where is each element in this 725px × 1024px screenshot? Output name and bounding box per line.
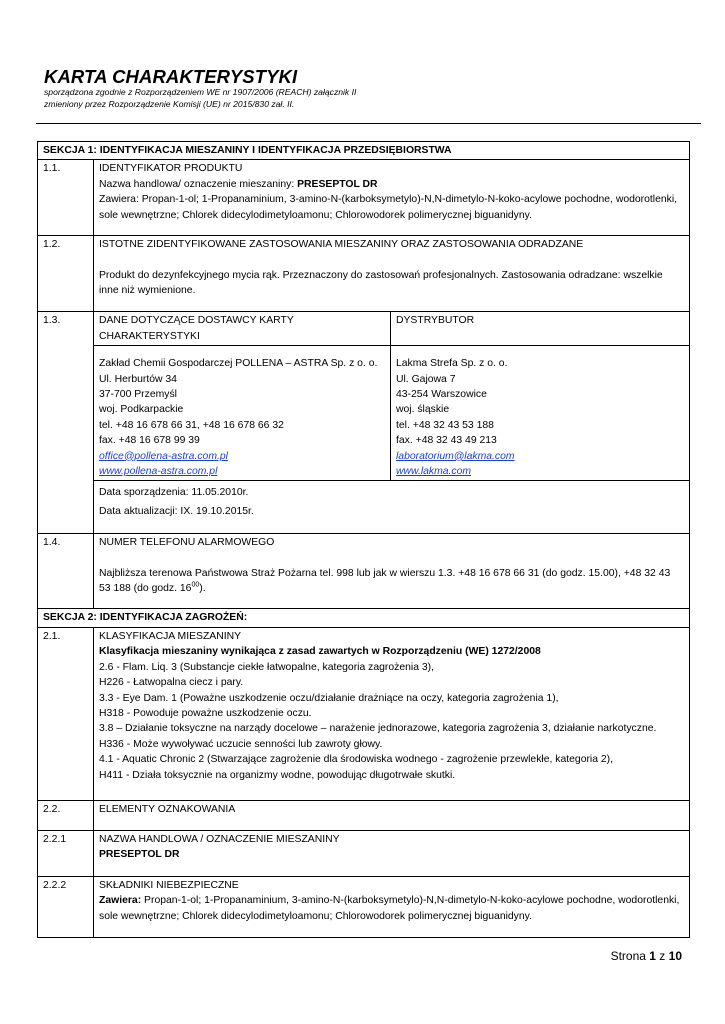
row-1-4	[38, 534, 690, 609]
row-number: 2.1.	[38, 627, 94, 800]
row-2-2-2	[38, 876, 690, 937]
row-1-3-contacts	[38, 346, 690, 481]
supplier-contact-cell	[94, 346, 391, 481]
distributor-website-link[interactable]: www.lakma.com	[396, 466, 472, 478]
product-identifier-cell	[94, 160, 690, 236]
row-2-1	[38, 627, 690, 800]
safety-data-table	[37, 141, 690, 938]
label-trade-name: PRESEPTOL DR	[99, 849, 180, 861]
supplier-title: DANE DOTYCZĄCE DOSTAWCY KARTY CHARAKTERYSTYKI	[94, 312, 391, 346]
row-number: 2.2.	[38, 800, 94, 830]
classification-line: H336 - Może wywoływać uczucie senności lub zawroty głowy.	[99, 738, 383, 750]
document-title: KARTA CHARAKTERYSTYKI	[44, 66, 298, 87]
row-1-1	[38, 160, 690, 236]
row-number: 1.1.	[38, 160, 94, 236]
hazardous-components-text: Zawiera: Propan-1-ol; 1-Propanaminium, 3-amino-N-(karboksymetylo)-N,N-dimetylo-N-koko-acylowe pochodne, wodorotlenki, sole wewnętrzne; Chlorek didecylodimetyloamonu; Chlorowodorek polimerycznej biguanidyny.	[99, 895, 680, 922]
header-divider	[36, 123, 701, 124]
row-2-2	[38, 800, 690, 830]
row-title: NUMER TELEFONU ALARMOWEGO	[99, 537, 275, 549]
supplier-city: 37-700 Przemyśl	[99, 389, 177, 401]
document-subtitle-amendment: zmieniony przez Rozporządzenie Komisji (UE) nr 2015/830 zał. II.	[44, 99, 295, 109]
row-title: ELEMENTY OZNAKOWANIA	[94, 800, 690, 830]
row-title: IDENTYFIKATOR PRODUKTU	[99, 163, 243, 175]
row-2-2-1	[38, 830, 690, 876]
classification-line: 3.3 - Eye Dam. 1 (Poważne uszkodzenie oczu/działanie drażniące na oczy, kategoria zagrożenia 1),	[99, 692, 559, 704]
supplier-website-link[interactable]: www.pollena-astra.com.pl	[99, 466, 218, 478]
distributor-tel: tel. +48 32 43 53 188	[396, 419, 494, 431]
supplier-street: Ul. Herburtów 34	[99, 373, 177, 385]
supplier-region: woj. Podkarpackie	[99, 404, 184, 416]
row-1-3-header	[38, 312, 690, 346]
emergency-phone-text: Najbliższa terenowa Państwowa Straż Pożarna tel. 998 lub jak w wierszu 1.3. +48 16 678 66 31 (do godz. 15.00), +48 32 43 53 188 (do godz. $16^{00}$).	[99, 567, 671, 595]
supplier-email-link[interactable]: office@pollena-astra.com.pl	[99, 450, 228, 462]
contains-text: Zawiera: Propan-1-ol; 1-Propanaminium, 3-amino-N-(karboksymetylo)-N,N-dimetylo-N-koko-acylowe pochodne, wodorotlenki, sole wewnętrzne; Chlorek didecylodimetyloamonu; Chlorowodorek polimerycznej biguanidyny.	[99, 194, 678, 221]
supplier-fax: fax. +48 16 678 99 39	[99, 435, 200, 447]
emergency-phone-cell	[94, 534, 690, 609]
section1-heading-row	[38, 142, 690, 160]
section1-heading: SEKCJA 1: IDENTYFIKACJA MIESZANINY I IDENTYFIKACJA PRZEDSIĘBIORSTWA	[38, 142, 690, 160]
classification-line: H226 - Łatwopalna ciecz i pary.	[99, 677, 244, 689]
hazardous-components-cell	[94, 876, 690, 937]
supplier-tel: tel. +48 16 678 66 31, +48 16 678 66 32	[99, 419, 284, 431]
row-title: KLASYFIKACJA MIESZANINY	[99, 630, 242, 642]
row-number: 1.2.	[38, 236, 94, 312]
supplier-name: Zakład Chemii Gospodarczej POLLENA – ASTRA Sp. z o. o.	[99, 358, 378, 370]
date-updated: Data aktualizacji: IX. 19.10.2015r.	[99, 505, 254, 517]
classification-line: 4.1 - Aquatic Chronic 2 (Stwarzające zagrożenie dla środowiska wodnego - zagrożenie przewlekłe, kategoria 2),	[99, 754, 614, 766]
section2-heading: SEKCJA 2: IDENTYFIKACJA ZAGROŻEŃ:	[38, 609, 690, 627]
label-trade-name-cell	[94, 830, 690, 876]
classification-line: H411 - Działa toksycznie na organizmy wodne, powodując długotrwałe skutki.	[99, 769, 456, 781]
row-1-2	[38, 236, 690, 312]
row-1-3-dates	[38, 481, 690, 534]
distributor-street: Ul. Gajowa 7	[396, 373, 456, 385]
distributor-contact-cell	[391, 346, 690, 481]
classification-subtitle: Klasyfikacja mieszaniny wynikająca z zasad zawartych w Rozporządzeniu (WE) 1272/2008	[99, 646, 541, 658]
row-number: 2.2.1	[38, 830, 94, 876]
classification-line: H318 - Powoduje poważne uszkodzenie oczu.	[99, 707, 312, 719]
document-subtitle-regulation: sporządzona zgodnie z Rozporządzeniem WE nr 1907/2006 (REACH) załącznik II	[44, 87, 357, 97]
distributor-fax: fax. +48 32 43 49 213	[396, 435, 497, 447]
classification-line: 2.6 - Flam. Liq. 3 (Substancje ciekłe łatwopalne, kategoria zagrożenia 3),	[99, 661, 434, 673]
section2-heading-row	[38, 609, 690, 627]
distributor-email-link[interactable]: laboratorium@lakma.com	[396, 450, 515, 462]
classification-line: 3.8 – Działanie toksyczne na narządy docelowe – narażenie jednorazowe, kategoria zagrożenia 3, działanie narkotyczne.	[99, 723, 657, 735]
distributor-city: 43-254 Warszowice	[396, 389, 487, 401]
page-number: Strona 1 z 10	[610, 949, 682, 963]
row-title: NAZWA HANDLOWA / OZNACZENIE MIESZANINY	[99, 833, 340, 845]
distributor-title: DYSTRYBUTOR	[391, 312, 690, 346]
row-number: 2.2.2	[38, 876, 94, 937]
dates-cell	[94, 481, 690, 534]
uses-cell	[94, 236, 690, 312]
trade-name: PRESEPTOL DR	[297, 178, 378, 190]
date-created: Data sporządzenia: 11.05.2010r.	[99, 487, 249, 499]
distributor-name: Lakma Strefa Sp. z o. o.	[396, 358, 508, 370]
distributor-region: woj. śląskie	[396, 404, 450, 416]
row-number: 1.4.	[38, 534, 94, 609]
trade-name-line: Nazwa handlowa/ oznaczenie mieszaniny: PRESEPTOL DR	[99, 178, 378, 190]
classification-cell	[94, 627, 690, 800]
row-title: ISTOTNE ZIDENTYFIKOWANE ZASTOSOWANIA MIESZANINY ORAZ ZASTOSOWANIA ODRADZANE	[99, 239, 584, 251]
row-title: SKŁADNIKI NIEBEZPIECZNE	[99, 879, 239, 891]
uses-text: Produkt do dezynfekcyjnego mycia rąk. Przeznaczony do zastosowań profesjonalnych. Zastosowania odradzane: wszelkie inne niż wymienione.	[99, 269, 663, 297]
row-number: 1.3.	[38, 312, 94, 534]
